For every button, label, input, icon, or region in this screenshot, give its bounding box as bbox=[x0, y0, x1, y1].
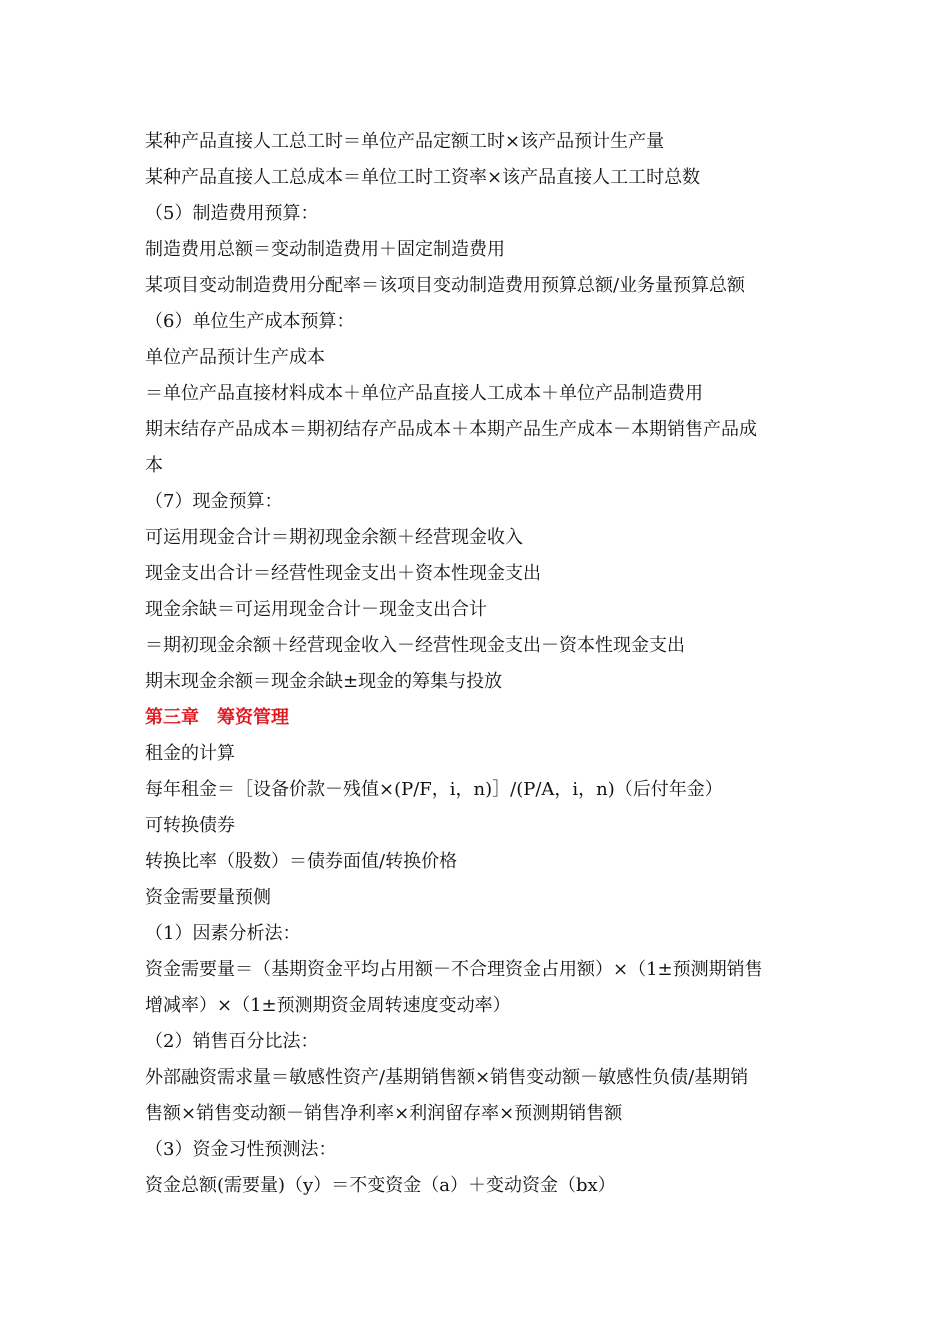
subsection-heading: （6）单位生产成本预算： bbox=[145, 311, 355, 332]
subsection-heading: （1）因素分析法： bbox=[145, 923, 301, 944]
text-line: 外部融资需求量＝敏感性资产/基期销售额×销售变动额－敏感性负债/基期销 bbox=[145, 1067, 749, 1088]
subsection-heading: （3）资金习性预测法： bbox=[145, 1139, 337, 1160]
text-line: ＝单位产品直接材料成本＋单位产品直接人工成本＋单位产品制造费用 bbox=[145, 383, 703, 404]
text-line: 某种产品直接人工总工时＝单位产品定额工时×该产品预计生产量 bbox=[145, 131, 665, 152]
subsection-heading: （5）制造费用预算： bbox=[145, 203, 319, 224]
text-line: 某项目变动制造费用分配率＝该项目变动制造费用预算总额/业务量预算总额 bbox=[145, 275, 746, 296]
text-line: 可转换债券 bbox=[145, 815, 235, 836]
text-line: 资金需要量预侧 bbox=[145, 887, 271, 908]
text-line: 本 bbox=[145, 455, 163, 476]
text-line: 制造费用总额＝变动制造费用＋固定制造费用 bbox=[145, 239, 505, 260]
text-line: 转换比率（股数）＝债券面值/转换价格 bbox=[145, 851, 458, 872]
subsection-heading: （7）现金预算： bbox=[145, 491, 283, 512]
text-line: 增减率）×（1±预测期资金周转速度变动率） bbox=[145, 995, 511, 1016]
text-line: ＝期初现金余额＋经营现金收入－经营性现金支出－资本性现金支出 bbox=[145, 635, 685, 656]
text-line: 现金余缺＝可运用现金合计－现金支出合计 bbox=[145, 599, 487, 620]
text-line: 可运用现金合计＝期初现金余额＋经营现金收入 bbox=[145, 527, 523, 548]
subsection-heading: （2）销售百分比法： bbox=[145, 1031, 319, 1052]
text-line: 每年租金＝［设备价款－残值×(P/F，i，n)］/(P/A，i，n)（后付年金） bbox=[145, 779, 723, 800]
text-line: 期末结存产品成本＝期初结存产品成本＋本期产品生产成本－本期销售产品成 bbox=[145, 419, 757, 440]
text-line: 现金支出合计＝经营性现金支出＋资本性现金支出 bbox=[145, 563, 541, 584]
text-line: 资金总额(需要量)（y）＝不变资金（a）＋变动资金（bx） bbox=[145, 1175, 616, 1196]
text-line: 单位产品预计生产成本 bbox=[145, 347, 325, 368]
text-line: 租金的计算 bbox=[145, 743, 235, 764]
document-body bbox=[145, 124, 815, 1204]
text-line: 期末现金余额＝现金余缺±现金的筹集与投放 bbox=[145, 671, 503, 692]
text-line: 售额×销售变动额－销售净利率×利润留存率×预测期销售额 bbox=[145, 1103, 623, 1124]
text-line: 某种产品直接人工总成本＝单位工时工资率×该产品直接人工工时总数 bbox=[145, 167, 701, 188]
text-line: 资金需要量＝（基期资金平均占用额－不合理资金占用额）×（1±预测期销售 bbox=[145, 959, 763, 980]
chapter-heading: 第三章 筹资管理 bbox=[145, 707, 289, 728]
